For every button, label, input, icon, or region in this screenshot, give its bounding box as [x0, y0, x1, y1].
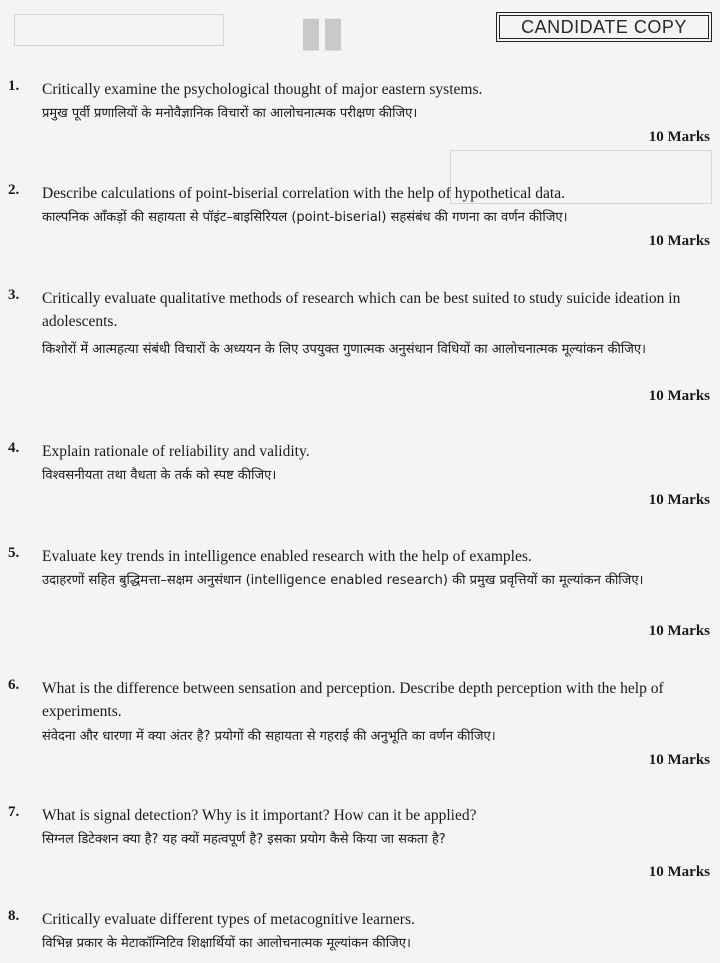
question-text-hindi: विभिन्न प्रकार के मेटाकॉग्निटिव शिक्षार्थियों का आलोचनात्मक मूल्यांकन कीजिए।: [42, 936, 411, 951]
question-marks: 10 Marks: [648, 623, 710, 639]
question-marks: 10 Marks: [648, 388, 710, 404]
question-text-english: Evaluate key trends in intelligence enabled research with the help of examples.: [42, 548, 532, 565]
question-text-hindi: सिग्नल डिटेक्शन क्या है? यह क्यों महत्वपूर्ण है? इसका प्रयोग कैसे किया जा सकता है?: [42, 832, 446, 847]
question-marks: 10 Marks: [648, 752, 710, 768]
question-number: 2.: [8, 182, 20, 198]
question-marks: 10 Marks: [648, 233, 710, 249]
question-text-english: Describe calculations of point-biserial correlation with the help of hypothetical data.: [42, 185, 565, 202]
question-number: 4.: [8, 440, 20, 456]
question-text-english: Critically examine the psychological thought of major eastern systems.: [42, 81, 483, 98]
bleed-through-mark: ▮▮: [300, 9, 345, 54]
question-marks: 10 Marks: [648, 492, 710, 508]
question-text-english: Explain rationale of reliability and validity.: [42, 443, 310, 460]
question-text-english: Critically evaluate different types of metacognitive learners.: [42, 911, 415, 928]
question-marks: 10 Marks: [648, 129, 710, 145]
question-number: 6.: [8, 677, 20, 693]
question-text-hindi: काल्पनिक आँकड़ों की सहायता से पॉइंट–बाइसिरियल (point-biserial) सहसंबंध की गणना का वर्णन कीजिए।: [42, 210, 568, 225]
question-text-hindi: विश्वसनीयता तथा वैधता के तर्क को स्पष्ट कीजिए।: [42, 468, 277, 483]
question-marks: 10 Marks: [648, 864, 710, 880]
question-text-hindi: संवेदना और धारणा में क्या अंतर है? प्रयोगों की सहायता से गहराई की अनुभूति का वर्णन कीजिए।: [42, 729, 496, 744]
question-text-english: Critically evaluate qualitative methods of research which can be best suited to study suicide ideation in adolescents.: [42, 290, 681, 330]
question-number: 8.: [8, 908, 20, 924]
question-text-english: What is the difference between sensation and perception. Describe depth perception with the help of experiments.: [42, 680, 664, 720]
question-text-english: What is signal detection? Why is it important? How can it be applied?: [42, 807, 477, 824]
question-number: 3.: [8, 287, 20, 303]
question-text-hindi: प्रमुख पूर्वी प्रणालियों के मनोवैज्ञानिक विचारों का आलोचनात्मक परीक्षण कीजिए।: [42, 106, 418, 121]
question-number: 7.: [8, 804, 20, 820]
question-number: 1.: [8, 78, 20, 94]
badge-label: CANDIDATE COPY: [499, 15, 709, 39]
question-number: 5.: [8, 545, 20, 561]
candidate-copy-badge: [496, 12, 712, 42]
question-text-hindi: उदाहरणों सहित बुद्धिमत्ता–सक्षम अनुसंधान (intelligence enabled research) की प्रमुख प्रवृत्तियों का मूल्यांकन कीजिए।: [42, 573, 644, 588]
bleed-through-box: [14, 14, 224, 46]
question-text-hindi: किशोरों में आत्महत्या संबंधी विचारों के अध्ययन के लिए उपयुक्त गुणात्मक अनुसंधान विधियों का आलोचनात्मक मूल्यांकन कीजिए।: [42, 342, 647, 357]
